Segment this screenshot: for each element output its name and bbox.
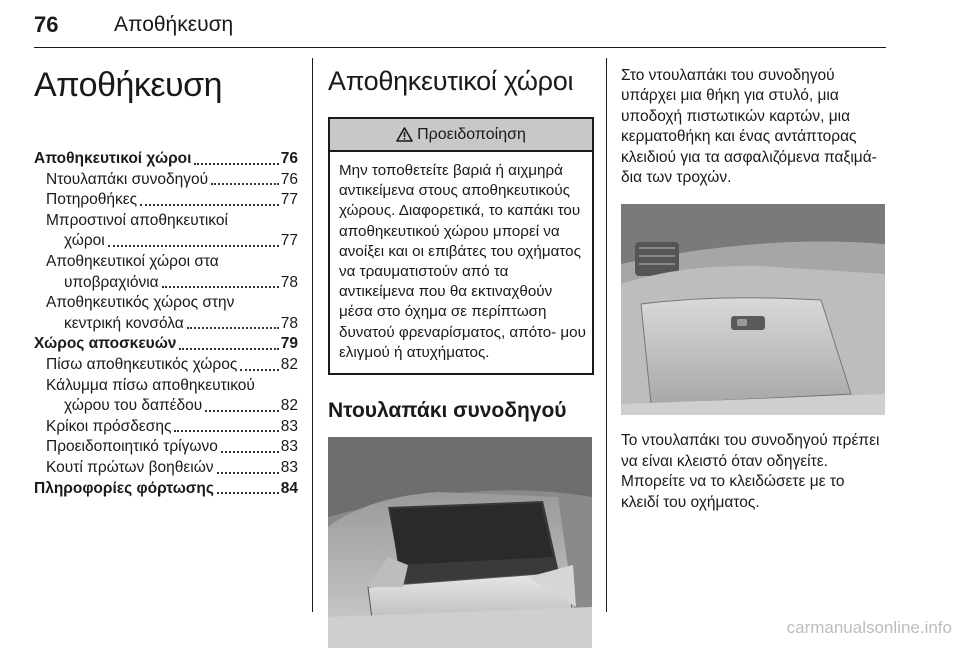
toc-entry-line[interactable]: Μπροστινοί αποθηκευτικοί bbox=[46, 211, 228, 229]
content-column bbox=[621, 60, 885, 513]
page-header bbox=[34, 0, 886, 48]
glovebox-instruction: Το ντουλαπάκι του συνοδηγού πρέπει να είναι κλειστό όταν οδηγείτε. Μπορείτε να το κλειδώσετε με το κλειδί του οχήματος. bbox=[621, 432, 880, 511]
toc-entry[interactable]: χώρου του δαπέδου 82 bbox=[64, 397, 298, 415]
toc-entry-line[interactable]: Αποθηκευτικοί χώροι στα bbox=[46, 252, 219, 270]
subsection-title: Ντουλαπάκι συνοδηγού bbox=[328, 399, 567, 423]
warning-heading: Προειδοποίηση bbox=[417, 125, 526, 143]
chapter-title: Αποθήκευση bbox=[34, 66, 223, 104]
toc-entry[interactable]: χώροι 77 bbox=[64, 232, 298, 250]
warning-box bbox=[328, 117, 594, 375]
warning-text: Μην τοποθετείτε βαριά ή αιχμηρά αντικείμενα στους αποθηκευτικούς χώρους. Διαφορετικά, το καπάκι του αποθηκευτικού χώρου μπορεί να ανοίξει και οι επιβάτες του οχήματος να τραυματιστούν από τα αντικείμενα που θα εκτιναχθούν μέσα στο όχημα σε περίπτωση δυνατού φρεναρίσματος, απότο‐ μου ελιγμού ή ατυχήματος. bbox=[339, 162, 586, 361]
table-of-contents bbox=[34, 149, 298, 499]
running-title: Αποθήκευση bbox=[114, 13, 234, 36]
toc-entry[interactable]: Αποθηκευτικοί χώροι 76 bbox=[34, 150, 298, 167]
toc-entry[interactable]: Κουτί πρώτων βοηθειών 83 bbox=[46, 458, 298, 476]
toc-entry[interactable]: Ντουλαπάκι συνοδηγού 76 bbox=[46, 170, 298, 188]
toc-column bbox=[34, 60, 298, 499]
toc-entry[interactable]: Κρίκοι πρόσδεσης 83 bbox=[46, 417, 298, 435]
column-divider bbox=[606, 58, 607, 612]
toc-entry[interactable]: Πληροφορίες φόρτωσης 84 bbox=[34, 479, 298, 497]
toc-entry-line[interactable]: Αποθηκευτικός χώρος στην bbox=[46, 294, 235, 312]
glovebox-description: Στο ντουλαπάκι του συνοδηγού υπάρχει μια θήκη για στυλό, μια υποδοχή πιστωτικών καρτών, μια κερματοθήκη και ένας αντάπτορας κλειδιού για τα ασφαλιζόμενα παξιμά‐ δια των τροχών. bbox=[621, 67, 877, 187]
warning-header bbox=[330, 119, 592, 152]
section-title: Αποθηκευτικοί χώροι bbox=[328, 66, 574, 96]
toc-entry[interactable]: κεντρική κονσόλα 78 bbox=[64, 314, 298, 332]
toc-entry[interactable]: Προειδοποιητικό τρίγωνο 83 bbox=[46, 438, 298, 456]
glovebox-open-photo bbox=[328, 437, 592, 648]
glovebox-closed-photo bbox=[621, 204, 885, 415]
page-number: 76 bbox=[34, 12, 59, 37]
content-column bbox=[328, 60, 592, 648]
watermark[interactable]: carmanualsonline.info bbox=[786, 618, 952, 637]
column-divider bbox=[312, 58, 313, 612]
warning-triangle-icon bbox=[396, 127, 413, 142]
toc-entry[interactable]: υποβραχιόνια 78 bbox=[64, 273, 298, 291]
toc-entry[interactable]: Ποτηροθήκες 77 bbox=[46, 191, 298, 209]
toc-entry[interactable]: Χώρος αποσκευών 79 bbox=[34, 335, 298, 353]
toc-entry[interactable]: Πίσω αποθηκευτικός χώρος 82 bbox=[46, 355, 298, 373]
toc-entry-line[interactable]: Κάλυμμα πίσω αποθηκευτικού bbox=[46, 376, 255, 394]
